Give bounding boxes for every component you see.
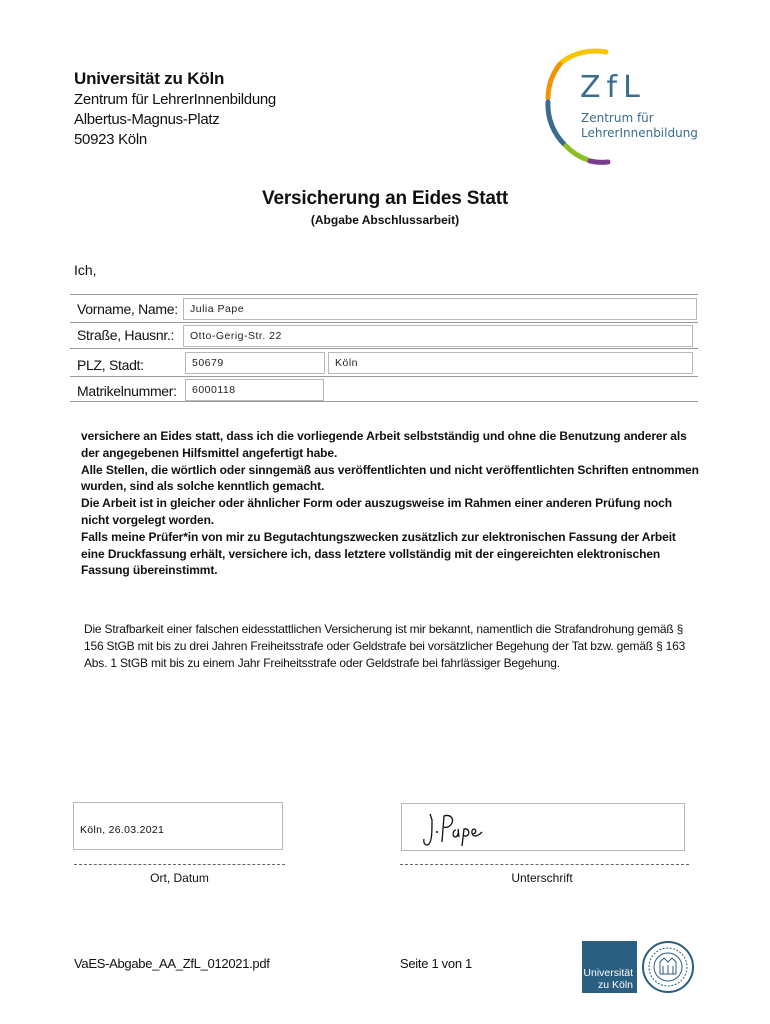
intro-text: Ich, xyxy=(74,262,97,278)
city-field[interactable]: Köln xyxy=(328,352,693,374)
form-divider xyxy=(70,401,698,402)
university-name: Universität zu Köln xyxy=(74,69,225,88)
footer-page-number: Seite 1 von 1 xyxy=(400,956,472,971)
zfl-logo xyxy=(540,48,700,166)
place-date-field[interactable]: Köln, 26.03.2021 xyxy=(73,802,283,850)
declaration-text xyxy=(81,428,701,579)
zip-field[interactable]: 50679 xyxy=(185,352,325,374)
street-field[interactable]: Otto-Gerig-Str. 22 xyxy=(183,325,693,347)
place-date-caption: Ort, Datum xyxy=(150,871,209,885)
form-divider xyxy=(70,322,698,323)
name-field[interactable]: Julia Pape xyxy=(183,298,697,320)
university-logo-line1: Universität xyxy=(583,967,633,979)
matrikel-field[interactable]: 6000118 xyxy=(185,379,324,401)
zfl-logo-line2: LehrerInnenbildung xyxy=(581,126,698,140)
footer-filename: VaES-Abgabe_AA_ZfL_012021.pdf xyxy=(74,956,270,971)
zfl-logo-subtitle xyxy=(581,111,698,141)
university-seal-icon xyxy=(641,940,695,994)
handwritten-signature-icon xyxy=(420,810,510,850)
university-logo-line2: zu Köln xyxy=(597,979,633,991)
form-divider xyxy=(70,348,698,349)
sender-address xyxy=(74,68,414,150)
form-divider xyxy=(70,376,698,377)
declaration-paragraph: Falls meine Prüfer*in von mir zu Begutachtungszwecken zusätzlich zur elektronischen Fassung der Arbeit eine Druckfassung erhält, versichere ich, dass letztere vollständig mit der eingereichten elektronischen Fassung übereinstimmt. xyxy=(81,529,676,578)
declaration-paragraph: Alle Stellen, die wörtlich oder sinngemäß aus veröffentlichten und nicht veröffentlichten Schriften entnommen wurden, sind als solche kenntlich gemacht. xyxy=(81,462,699,494)
signature-field[interactable] xyxy=(401,803,685,851)
center-name: Zentrum für LehrerInnenbildung xyxy=(74,91,276,108)
signature-line xyxy=(400,864,689,865)
city-address: 50923 Köln xyxy=(74,131,147,148)
street-label: Straße, Hausnr.: xyxy=(77,327,175,343)
zfl-logo-letters: ZfL xyxy=(580,70,646,105)
street-address: Albertus-Magnus-Platz xyxy=(74,111,220,128)
university-logo xyxy=(582,941,637,993)
penalty-notice: Die Strafbarkeit einer falschen eidesstattlichen Versicherung ist mir bekannt, namentlich die Strafandrohung gemäß § 156 StGB mit bis zu drei Jahren Freiheitsstrafe oder Geldstrafe bei vorsätzlicher Begehung der Tat bzw. gemäß § 163 Abs. 1 StGB mit bis zu einem Jahr Freiheitsstrafe oder Geldstrafe bei fahrlässiger Begehung. xyxy=(84,622,686,670)
matrikel-label: Matrikelnummer: xyxy=(77,383,177,399)
document-subtitle: (Abgabe Abschlussarbeit) xyxy=(310,213,460,227)
declaration-paragraph: Die Arbeit ist in gleicher oder ähnlicher Form oder auszugsweise im Rahmen einer anderen Prüfung noch nicht vorgelegt worden. xyxy=(81,496,672,527)
place-date-line xyxy=(74,864,285,865)
name-label: Vorname, Name: xyxy=(77,301,178,317)
city-label: PLZ, Stadt: xyxy=(77,357,144,373)
signature-caption: Unterschrift xyxy=(511,871,573,885)
zfl-logo-line1: Zentrum für xyxy=(581,111,654,125)
declaration-paragraph: versichere an Eides statt, dass ich die vorliegende Arbeit selbstständig und ohne die Benutzung anderer als der angegebenen Hilfsmittel angefertigt habe. xyxy=(81,429,687,460)
document-title: Versicherung an Eides Statt xyxy=(262,188,508,209)
form-divider xyxy=(70,294,698,295)
zfl-logo-arc-icon xyxy=(540,48,700,166)
